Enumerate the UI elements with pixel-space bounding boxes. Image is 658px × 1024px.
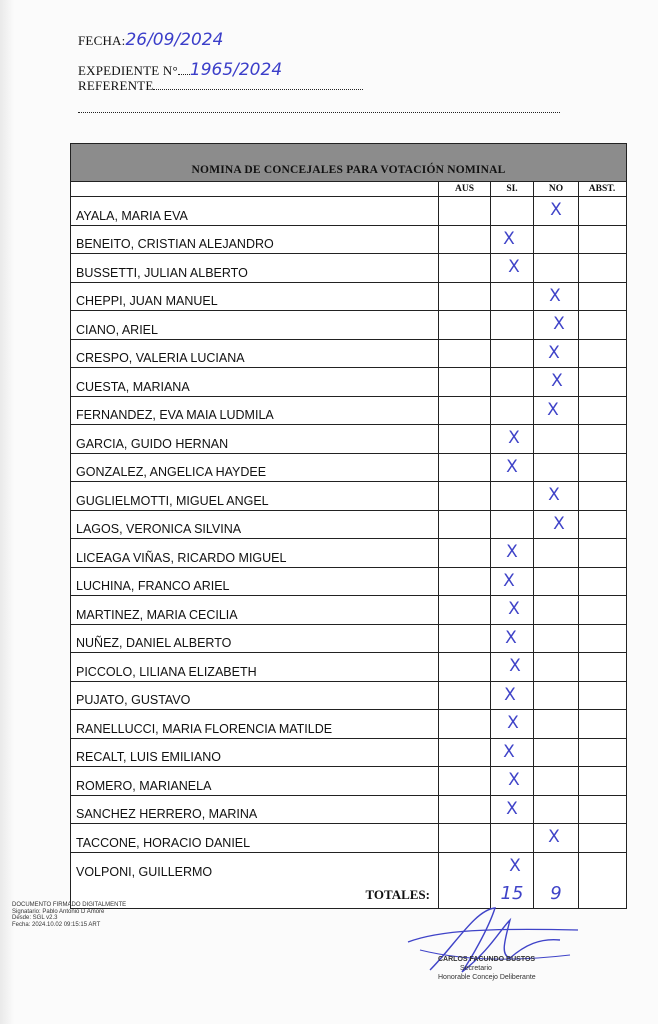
vote-cell-aus <box>439 425 491 453</box>
vote-cell-no <box>534 283 579 311</box>
vote-cell-aus <box>439 511 491 539</box>
vote-cell-aus <box>439 397 491 425</box>
dots <box>153 79 363 90</box>
table-header-row <box>71 182 626 197</box>
vote-cell-aus <box>439 340 491 368</box>
councillor-name: CIANO, ARIEL <box>71 311 439 339</box>
vote-cell-abst <box>579 739 625 767</box>
vote-cell-aus <box>439 197 491 225</box>
vote-cell-no <box>534 853 579 882</box>
column-header-no: NO <box>534 182 579 196</box>
councillor-name: BENEITO, CRISTIAN ALEJANDRO <box>71 226 439 254</box>
table-row <box>71 397 626 426</box>
vote-cell-no <box>534 340 579 368</box>
vote-mark: X <box>503 570 515 591</box>
councillor-name: TACCONE, HORACIO DANIEL <box>71 824 439 852</box>
table-body <box>71 197 626 881</box>
table-row <box>71 197 626 226</box>
vote-mark: X <box>504 684 516 705</box>
totals-label: TOTALES: <box>71 881 439 908</box>
vote-cell-no <box>534 254 579 282</box>
name-column-header <box>71 182 439 196</box>
table-row <box>71 254 626 283</box>
vote-cell-abst <box>579 625 625 653</box>
vote-cell-abst <box>579 710 625 738</box>
vote-mark: X <box>550 200 562 220</box>
table-row <box>71 482 626 511</box>
expediente-value: 1965/2024 <box>189 60 283 80</box>
vote-cell-abst <box>579 197 625 225</box>
vote-cell-aus <box>439 283 491 311</box>
vote-cell-si <box>491 482 534 510</box>
table-row <box>71 568 626 597</box>
vote-mark: X <box>508 770 520 790</box>
signatory-role: Secretario <box>460 965 492 972</box>
table-row <box>71 596 626 625</box>
expediente-label: EXPEDIENTE N° <box>78 63 178 78</box>
vote-cell-aus <box>439 739 491 767</box>
totals-si-value: 15 <box>500 883 524 904</box>
vote-cell-abst <box>579 539 625 567</box>
column-header-abst: ABST. <box>588 184 616 194</box>
vote-cell-aus <box>439 625 491 653</box>
councillor-name: LAGOS, VERONICA SILVINA <box>71 511 439 539</box>
vote-cell-si <box>491 625 534 653</box>
vote-cell-si <box>491 710 534 738</box>
table-row <box>71 653 626 682</box>
vote-cell-no <box>534 767 579 795</box>
vote-cell-abst <box>579 682 625 710</box>
vote-mark: X <box>547 399 559 420</box>
table-row <box>71 511 626 540</box>
vote-cell-no <box>534 568 579 596</box>
digital-signature-stamp <box>12 902 126 928</box>
vote-cell-no <box>534 539 579 567</box>
councillor-name: FERNANDEZ, EVA MAIA LUDMILA <box>71 397 439 425</box>
vote-cell-abst <box>579 311 625 339</box>
vote-cell-si <box>491 767 534 795</box>
expediente-line <box>78 60 282 80</box>
vote-cell-si <box>491 368 534 396</box>
councillor-name: GONZALEZ, ANGELICA HAYDEE <box>71 454 439 482</box>
councillor-name: AYALA, MARIA EVA <box>71 197 439 225</box>
vote-cell-si <box>491 397 534 425</box>
voting-table <box>70 143 627 909</box>
vote-cell-no <box>534 824 579 852</box>
vote-cell-aus <box>439 682 491 710</box>
vote-mark: X <box>553 314 565 334</box>
digital-line-3: Desde: SGL v2.3 <box>12 915 58 921</box>
vote-cell-no <box>534 625 579 653</box>
digital-line-1: DOCUMENTO FIRMADO DIGITALMENTE <box>12 902 127 908</box>
vote-cell-abst <box>579 340 625 368</box>
fecha-value: 26/09/2024 <box>125 30 224 50</box>
table-row <box>71 311 626 340</box>
vote-cell-no <box>534 197 579 225</box>
vote-cell-no <box>534 796 579 824</box>
councillor-name: BUSSETTI, JULIAN ALBERTO <box>71 254 439 282</box>
vote-cell-si <box>491 596 534 624</box>
vote-mark: X <box>505 627 517 648</box>
vote-cell-si <box>491 853 534 882</box>
vote-mark: X <box>509 855 521 876</box>
councillor-name: CHEPPI, JUAN MANUEL <box>71 283 439 311</box>
scan-shadow <box>0 0 14 1024</box>
vote-cell-no <box>534 425 579 453</box>
vote-cell-aus <box>439 482 491 510</box>
vote-mark: X <box>507 713 519 733</box>
vote-cell-abst <box>579 368 625 396</box>
vote-cell-aus <box>439 311 491 339</box>
table-row <box>71 425 626 454</box>
table-row <box>71 340 626 369</box>
councillor-name: PICCOLO, LILIANA ELIZABETH <box>71 653 439 681</box>
vote-cell-si <box>491 454 534 482</box>
councillor-name: SANCHEZ HERRERO, MARINA <box>71 796 439 824</box>
vote-cell-abst <box>579 796 625 824</box>
table-row <box>71 682 626 711</box>
vote-mark: X <box>551 371 563 391</box>
table-row <box>71 539 626 568</box>
councillor-name: NUÑEZ, DANIEL ALBERTO <box>71 625 439 653</box>
vote-cell-abst <box>579 511 625 539</box>
councillor-name: CRESPO, VALERIA LUCIANA <box>71 340 439 368</box>
vote-mark: X <box>503 228 515 249</box>
vote-cell-abst <box>579 482 625 510</box>
vote-cell-abst <box>579 454 625 482</box>
vote-cell-si <box>491 311 534 339</box>
vote-cell-aus <box>439 226 491 254</box>
vote-cell-aus <box>439 568 491 596</box>
vote-cell-si <box>491 824 534 852</box>
vote-cell-no <box>534 368 579 396</box>
vote-cell-abst <box>579 824 625 852</box>
signature-block <box>400 900 590 990</box>
table-row <box>71 767 626 796</box>
councillor-name: LUCHINA, FRANCO ARIEL <box>71 568 439 596</box>
vote-cell-si <box>491 511 534 539</box>
table-row <box>71 796 626 825</box>
vote-cell-aus <box>439 596 491 624</box>
vote-mark: X <box>508 599 520 619</box>
vote-cell-si <box>491 539 534 567</box>
vote-mark: X <box>509 656 521 676</box>
vote-cell-abst <box>579 596 625 624</box>
vote-cell-abst <box>579 568 625 596</box>
table-row <box>71 739 626 768</box>
table-row <box>71 368 626 397</box>
vote-cell-no <box>534 511 579 539</box>
councillor-name: GARCIA, GUIDO HERNAN <box>71 425 439 453</box>
vote-mark: X <box>548 827 560 847</box>
vote-cell-aus <box>439 653 491 681</box>
vote-cell-no <box>534 653 579 681</box>
totals-no-value: 9 <box>550 883 562 904</box>
column-header-si: SI. <box>491 182 534 196</box>
vote-cell-si <box>491 340 534 368</box>
vote-cell-abst <box>579 767 625 795</box>
dotted-separator <box>78 112 560 113</box>
vote-mark: X <box>548 485 560 505</box>
vote-mark: X <box>508 257 520 277</box>
vote-cell-si <box>491 425 534 453</box>
vote-cell-no <box>534 226 579 254</box>
digital-line-4: Fecha: 2024.10.02 09:15:15 ART <box>12 921 101 928</box>
table-row <box>71 283 626 312</box>
councillor-name: MARTINEZ, MARIA CECILIA <box>71 596 439 624</box>
vote-cell-aus <box>439 710 491 738</box>
vote-cell-abst <box>579 397 625 425</box>
signatory-name: CARLOS FACUNDO BUSTOS <box>438 956 536 963</box>
vote-cell-no <box>534 482 579 510</box>
vote-cell-no <box>534 311 579 339</box>
vote-cell-abst <box>579 226 625 254</box>
vote-cell-aus <box>439 454 491 482</box>
vote-mark: X <box>506 542 518 562</box>
councillor-name: CUESTA, MARIANA <box>71 368 439 396</box>
vote-cell-aus <box>439 539 491 567</box>
councillor-name: VOLPONI, GUILLERMO <box>71 853 439 882</box>
vote-mark: X <box>508 428 520 448</box>
table-row <box>71 625 626 654</box>
vote-cell-aus <box>439 796 491 824</box>
fecha-line <box>78 30 223 50</box>
vote-cell-si <box>491 682 534 710</box>
vote-cell-si <box>491 739 534 767</box>
table-title: NOMINA DE CONCEJALES PARA VOTACIÓN NOMINAL <box>71 144 626 182</box>
councillor-name: RECALT, LUIS EMILIANO <box>71 739 439 767</box>
vote-mark: X <box>548 342 560 363</box>
vote-cell-si <box>491 226 534 254</box>
vote-mark: X <box>506 798 518 819</box>
vote-cell-aus <box>439 767 491 795</box>
fecha-label: FECHA: <box>78 33 126 48</box>
table-row <box>71 226 626 255</box>
vote-mark: X <box>549 285 561 306</box>
vote-mark: X <box>506 456 518 477</box>
councillor-name: LICEAGA VIÑAS, RICARDO MIGUEL <box>71 539 439 567</box>
vote-cell-si <box>491 568 534 596</box>
vote-cell-no <box>534 397 579 425</box>
vote-cell-abst <box>579 853 625 882</box>
vote-cell-si <box>491 796 534 824</box>
table-row <box>71 454 626 483</box>
vote-cell-no <box>534 739 579 767</box>
vote-cell-abst <box>579 283 625 311</box>
vote-cell-si <box>491 653 534 681</box>
signatory-body: Honorable Concejo Deliberante <box>438 974 536 981</box>
councillor-name: PUJATO, GUSTAVO <box>71 682 439 710</box>
column-header-aus: AUS <box>439 182 491 196</box>
table-row <box>71 853 626 882</box>
vote-cell-abst <box>579 425 625 453</box>
table-row <box>71 824 626 853</box>
vote-cell-si <box>491 283 534 311</box>
vote-mark: X <box>503 741 515 762</box>
vote-cell-no <box>534 682 579 710</box>
councillor-name: ROMERO, MARIANELA <box>71 767 439 795</box>
vote-cell-no <box>534 454 579 482</box>
vote-cell-no <box>534 596 579 624</box>
councillor-name: RANELLUCCI, MARIA FLORENCIA MATILDE <box>71 710 439 738</box>
vote-cell-aus <box>439 254 491 282</box>
referente-label: REFERENTE <box>78 78 154 93</box>
vote-cell-no <box>534 710 579 738</box>
referente-line <box>78 78 363 94</box>
vote-cell-abst <box>579 653 625 681</box>
vote-cell-si <box>491 254 534 282</box>
vote-mark: X <box>553 513 565 534</box>
vote-cell-si <box>491 197 534 225</box>
vote-cell-abst <box>579 254 625 282</box>
vote-cell-aus <box>439 368 491 396</box>
councillor-name: GUGLIELMOTTI, MIGUEL ANGEL <box>71 482 439 510</box>
digital-line-2: Signatario: Pablo Antonio D Amore <box>12 908 105 915</box>
vote-cell-aus <box>439 853 491 882</box>
vote-cell-aus <box>439 824 491 852</box>
table-row <box>71 710 626 739</box>
dots <box>178 64 190 75</box>
